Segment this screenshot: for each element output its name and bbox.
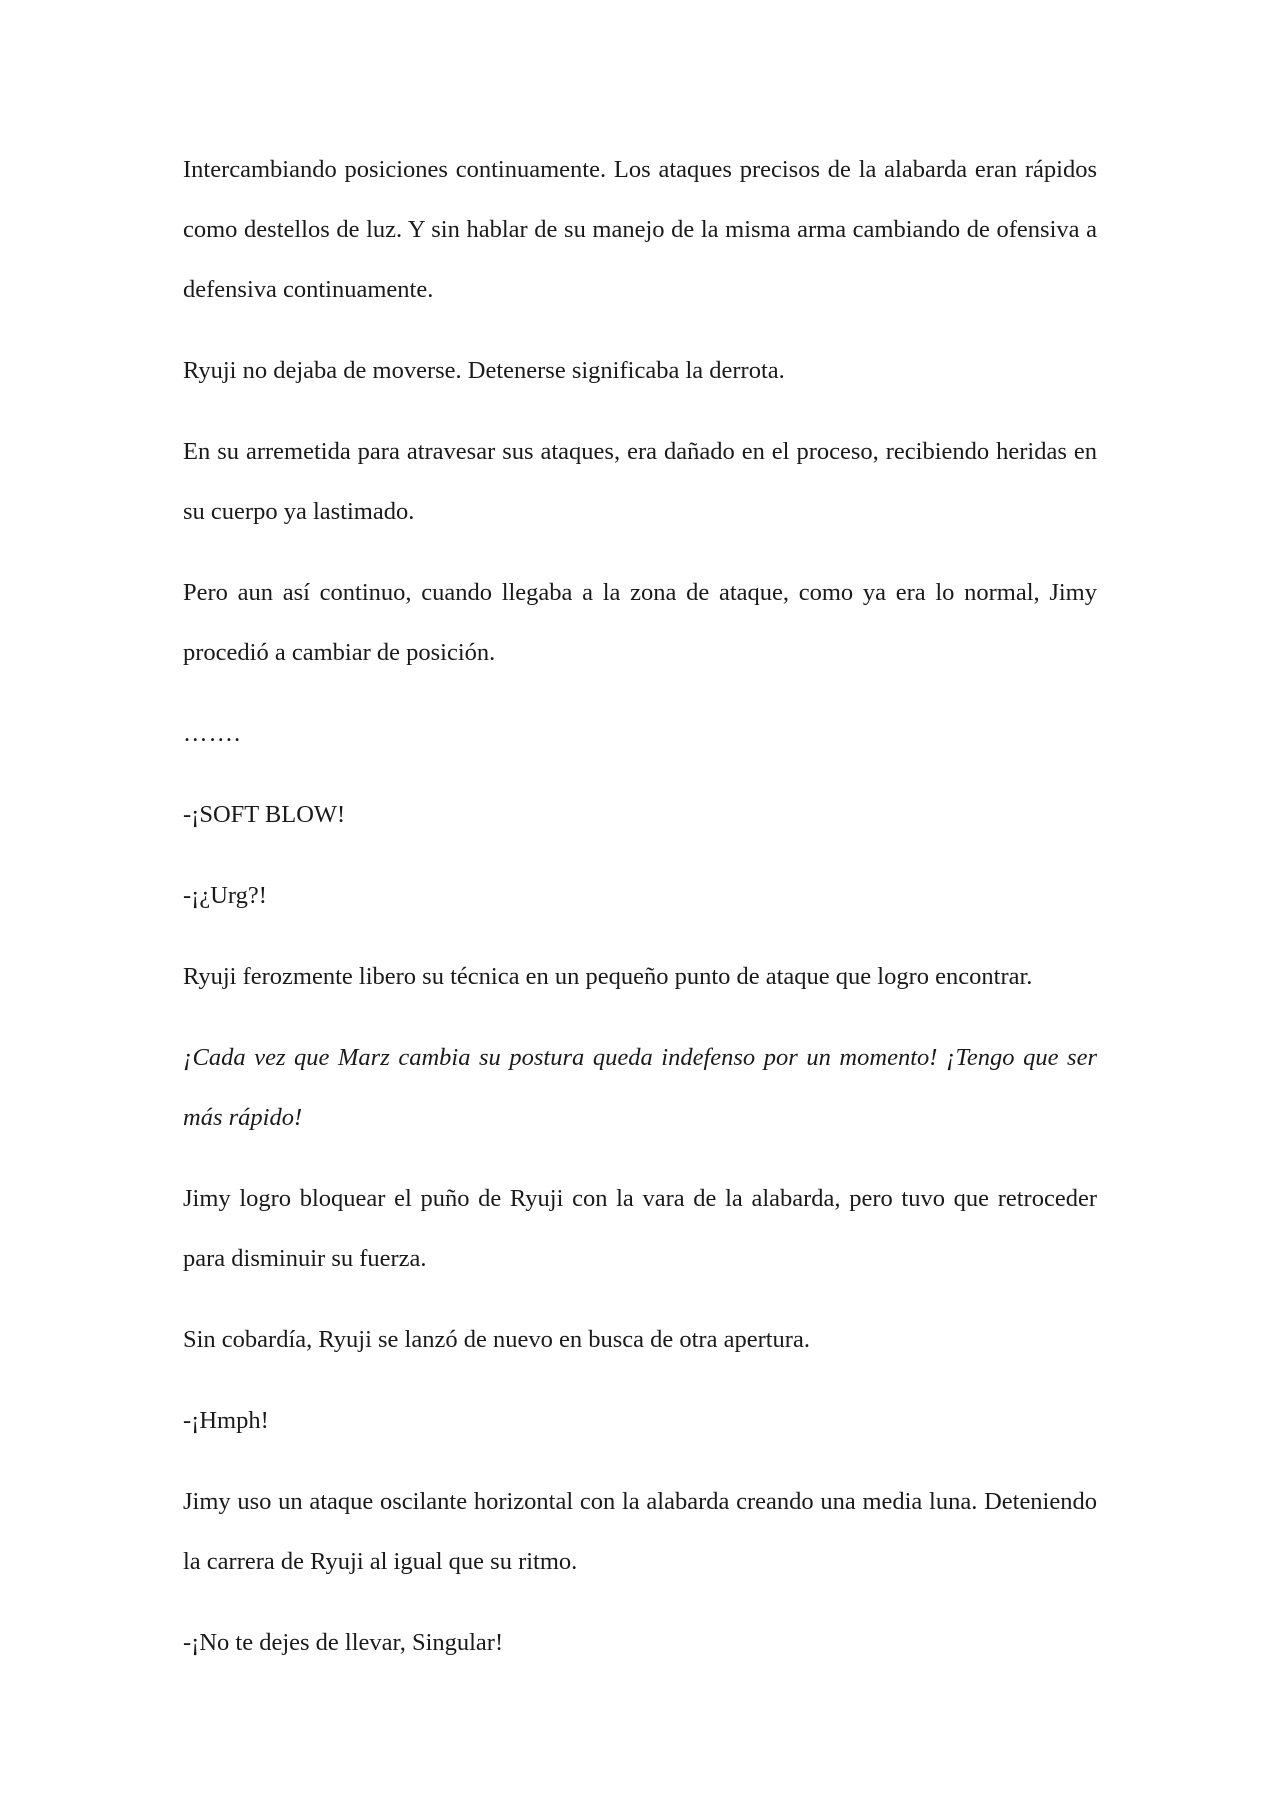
paragraph-4: Pero aun así continuo, cuando llegaba a la zona de ataque, como ya era lo normal, Jimy procedió a cambiar de posición. bbox=[183, 579, 1097, 666]
paragraph-8: Jimy uso un ataque oscilante horizontal con la alabarda creando una media luna. Deteniendo la carrera de Ryuji al igual que su ritmo. bbox=[183, 1488, 1097, 1575]
dialogue-line-1: -¡SOFT BLOW! bbox=[183, 801, 346, 828]
dialogue-line-2: -¡¿Urg?! bbox=[183, 882, 267, 909]
dialogue-line-3: -¡Hmph! bbox=[183, 1407, 269, 1434]
document-page bbox=[183, 140, 1097, 1694]
inner-thought-paragraph: ¡Cada vez que Marz cambia su postura queda indefenso por un momento! ¡Tengo que ser más rápido! bbox=[183, 1044, 1097, 1131]
paragraph-5: Ryuji ferozmente libero su técnica en un pequeño punto de ataque que logro encontrar. bbox=[183, 963, 1033, 990]
scene-break-ellipsis: ……. bbox=[183, 720, 242, 747]
paragraph-7: Sin cobardía, Ryuji se lanzó de nuevo en busca de otra apertura. bbox=[183, 1326, 810, 1353]
paragraph-1: Intercambiando posiciones continuamente. Los ataques precisos de la alabarda eran rápidos como destellos de luz. Y sin hablar de su manejo de la misma arma cambiando de ofensiva a defensiva continuamente. bbox=[183, 156, 1097, 303]
dialogue-line-4: -¡No te dejes de llevar, Singular! bbox=[183, 1629, 504, 1656]
paragraph-2: Ryuji no dejaba de moverse. Detenerse significaba la derrota. bbox=[183, 357, 785, 384]
paragraph-3: En su arremetida para atravesar sus ataques, era dañado en el proceso, recibiendo heridas en su cuerpo ya lastimado. bbox=[183, 438, 1097, 525]
paragraph-6: Jimy logro bloquear el puño de Ryuji con la vara de la alabarda, pero tuvo que retroceder para disminuir su fuerza. bbox=[183, 1185, 1097, 1272]
